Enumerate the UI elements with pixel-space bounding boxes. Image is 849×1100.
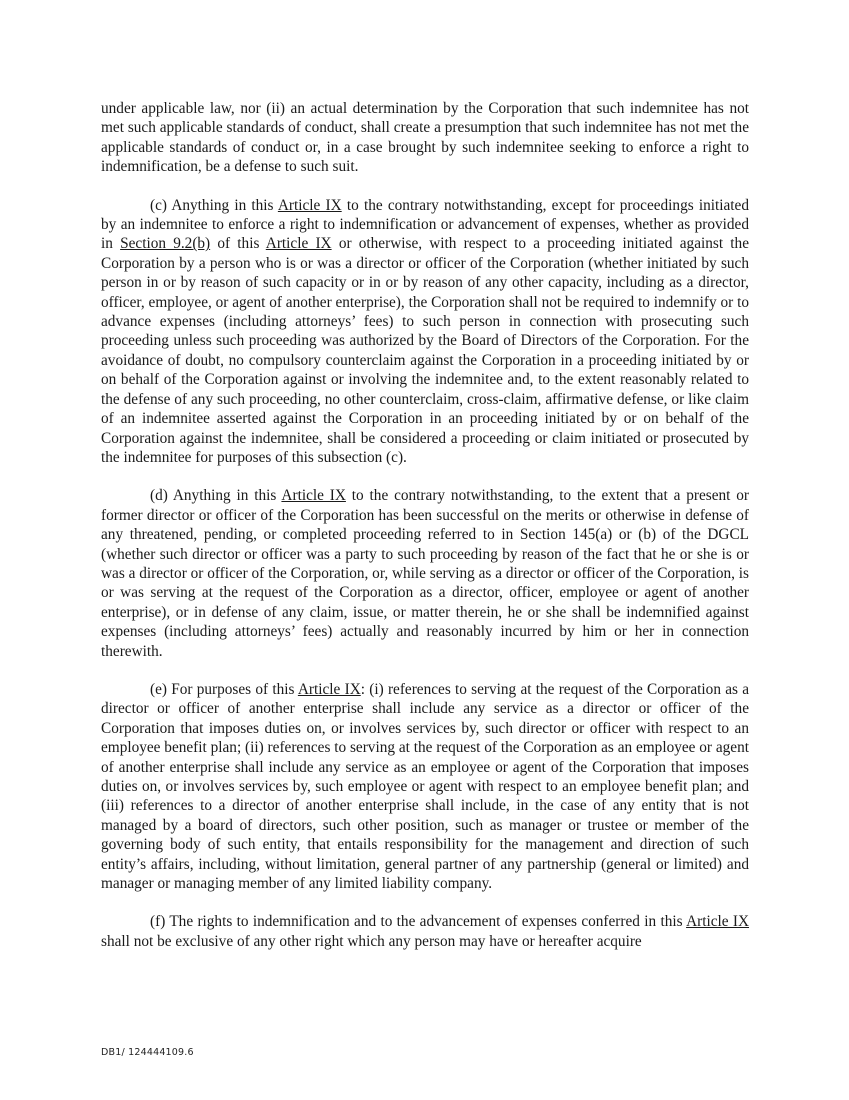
para-d (101, 486, 749, 661)
text-run: : (i) references to serving at the request of the Corporation as a director or officer of another enterprise shall include any service as a director or officer of the Corporation that imposes duties on, or involves services by, such director or officer with respect to an employee benefit plan; (ii) references to serving at the request of the Corporation as an employee or agent of another enterprise shall include any service as an employee or agent of the Corporation that imposes duties on, or involves services by, such employee or agent with respect to an employee benefit plan; and (iii) references to a director of another enterprise shall include, in the case of any entity that is not managed by a board of directors, such other position, such as manager or trustee or member of the governing body of such entity, that entails responsibility for the management and direction of such entity’s affairs, including, without limitation, general partner of any partnership (general or limited) and manager or managing member of any limited liability company. (101, 680, 750, 893)
text-run: under applicable law, nor (ii) an actual determination by the Corporation that such indemnitee has not met such applicable standards of conduct, shall create a presumption that such indemnitee has not met the applicable standards of conduct or, in a case brought by such indemnitee seeking to enforce a right to indemnification, be a defense to such suit. (101, 100, 749, 176)
para-c (101, 196, 749, 468)
text-run: to the contrary notwithstanding, to the extent that a present or former director or officer of the Corporation has been successful on the merits or otherwise in defense of any threatened, pending, or completed proceeding referred to in Section 145(a) or (b) of the DGCL (whether such director or officer was a party to such proceeding by reason of the fact that he or she is or was a director or officer of the Corporation, or, while serving as a director or officer of the Corporation, is or was serving at the request of the Corporation as a director, officer, employee or agent of another enterprise), or in defense of any claim, issue, or matter therein, he or she shall be indemnified against expenses (including attorneys’ fees) actually and reasonably incurred by him or her in connection therewith. (101, 487, 750, 660)
text-run: of this (210, 235, 266, 253)
document-body (101, 99, 749, 970)
cross-reference: Article IX (265, 235, 332, 253)
text-run: (c) Anything in this (150, 196, 278, 214)
text-run: shall not be exclusive of any other right which any person may have or hereafter acquire (101, 932, 642, 950)
text-run: (e) For purposes of this (150, 680, 298, 698)
cross-reference: Article IX (686, 913, 750, 931)
text-run: (d) Anything in this (150, 487, 282, 505)
text-run: (f) The rights to indemnification and to the advancement of expenses conferred in this (150, 913, 687, 931)
cross-reference: Article IX (277, 196, 342, 214)
footer-doc-id: DB1/ 124444109.6 (101, 1047, 194, 1058)
para-f (101, 912, 749, 951)
para-continuation (101, 99, 749, 177)
cross-reference: Article IX (297, 680, 361, 698)
text-run: to the contrary notwithstanding, except for proceedings initiated by an indemnitee to enforce a right to indemnification or advancement of expenses, whether as provided in (101, 196, 749, 253)
para-e (101, 680, 749, 893)
text-run: or otherwise, with respect to a proceeding initiated against the Corporation by a person who is or was a director or officer of the Corporation (whether initiated by such person in or by reason of such capacity or in or by reason of any other capacity, including as a director, officer, employee, or agent of another enterprise), the Corporation shall not be required to indemnify or to advance expenses (including attorneys’ fees) to such person in connection with prosecuting such proceeding unless such proceeding was authorized by the Board of Directors of the Corporation. For the avoidance of doubt, no compulsory counterclaim against the Corporation in a proceeding initiated by or on behalf of the Corporation against or involving the indemnitee and, to the extent reasonably related to the defense of any such proceeding, no other counterclaim, cross-claim, affirmative defense, or like claim of an indemnitee asserted against the Corporation in an proceeding initiated by or on behalf of the Corporation against the indemnitee, shall be considered a proceeding or claim initiated or prosecuted by the indemnitee for purposes of this subsection (c). (101, 235, 749, 466)
cross-reference: Article IX (281, 487, 346, 505)
cross-reference: Section 9.2(b) (120, 235, 211, 253)
